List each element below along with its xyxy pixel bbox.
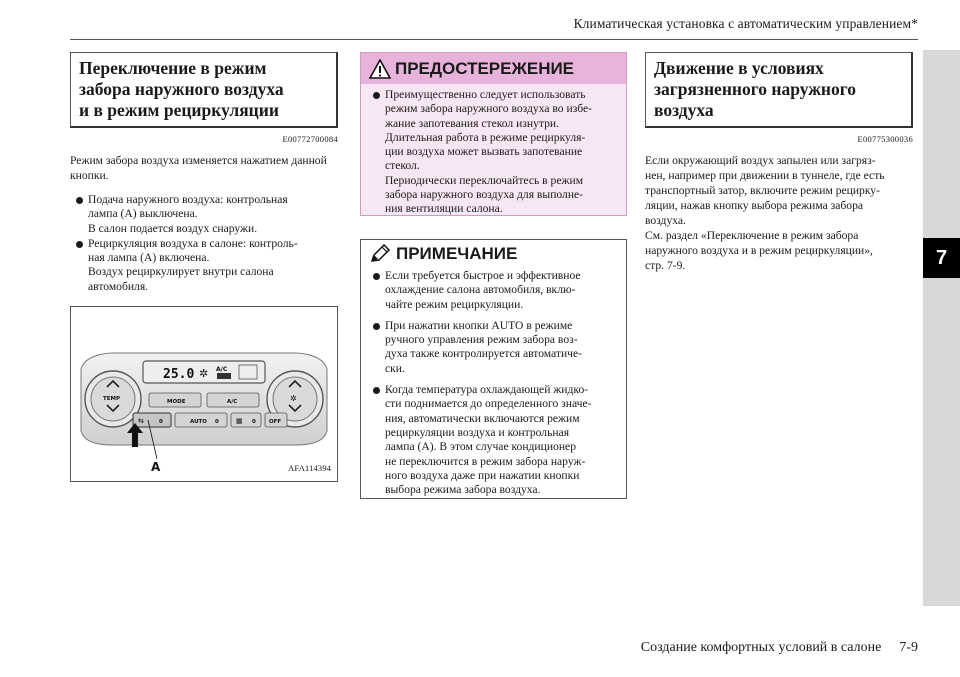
mode-label: MODE	[167, 399, 186, 405]
text-line: ручного управления режим забора воз-	[385, 333, 578, 347]
warning-header	[361, 53, 626, 84]
text-line: Рециркуляция воздуха в салоне: контроль-	[88, 236, 298, 250]
heading-line: Переключение в режим	[79, 58, 267, 78]
recirculation-lamp: 0	[159, 419, 163, 425]
text-line: воздуха.	[645, 214, 686, 227]
text-line: ния вентиляции салона.	[385, 202, 503, 216]
bullet-icon	[76, 241, 83, 248]
text-line: Длительная работа в режиме рециркуля-	[385, 130, 586, 144]
chapter-number-tab[interactable]: 7	[923, 238, 960, 278]
list-item	[76, 193, 338, 236]
right-column	[645, 52, 913, 283]
page-footer	[641, 640, 918, 656]
warning-box	[360, 52, 627, 216]
text-line: сти поднимается до определенного значе-	[385, 397, 592, 411]
recirculation-car-icon: ⇆	[138, 417, 144, 425]
text-line: чайте режим рециркуляции.	[385, 297, 524, 311]
text-line: Воздух рециркулирует внутри салона	[88, 265, 274, 279]
note-body	[361, 268, 626, 497]
warning-body	[361, 84, 626, 217]
pencil-icon	[369, 244, 391, 264]
mode-bullets	[76, 193, 338, 294]
text-line: ного воздуха даже при нажатии кнопки	[385, 468, 580, 482]
defrost-icon: ▦	[236, 417, 243, 425]
climate-control-panel-illustration	[71, 307, 337, 481]
page-reference-link[interactable]: стр. 7-9.	[645, 259, 686, 272]
text-line: Если требуется быстрое и эффективное	[385, 269, 581, 282]
text-line: лампа (A). В этом случае кондиционер	[385, 440, 576, 454]
text-line: Периодически переключайтесь в режим	[385, 173, 584, 187]
text-line: охлаждение салона автомобиля, вклю-	[385, 283, 576, 297]
footer-section-title: Создание комфортных условий в салоне	[640, 640, 882, 655]
list-item	[76, 237, 338, 294]
note-header	[361, 240, 626, 268]
running-header: Климатическая установка с автоматическим управлением*	[573, 16, 918, 31]
text-line: ски.	[385, 361, 405, 375]
auto-label: AUTO	[190, 419, 207, 425]
text-line: Если окружающий воздух запылен или загряз-	[645, 154, 876, 167]
heading-line: воздуха	[654, 100, 714, 120]
text-line: забора наружного воздуха для выполне-	[385, 188, 584, 202]
text-line: наружного воздуха и в режим рециркуляции»,	[645, 244, 873, 257]
polluted-air-paragraph	[645, 153, 913, 273]
text-line: выбора режима забора воздуха.	[385, 483, 541, 497]
warning-title: ПРЕДОСТЕРЕЖЕНИЕ	[395, 58, 575, 78]
text-line: Подача наружного воздуха: контрольная	[88, 193, 288, 206]
text-line: не переключится в режим забора наруж-	[385, 454, 586, 468]
text-line: рециркуляции воздуха и контрольная	[385, 425, 570, 439]
defrost-lamp: 0	[252, 419, 256, 425]
text-line: духа также контролируется автоматиче-	[385, 347, 583, 361]
heading-line: забора наружного воздуха	[79, 79, 284, 99]
list-item	[373, 383, 618, 497]
warning-triangle-icon	[369, 59, 391, 79]
section-code: E00772700084	[282, 134, 338, 144]
text-line: жание запотевания стекол изнутри.	[385, 116, 559, 130]
bullet-icon	[373, 92, 380, 99]
heading-line: и в режим рециркуляции	[79, 100, 279, 120]
fan-small-icon: ✲	[290, 394, 297, 403]
display-temperature: 25.0	[163, 367, 195, 382]
auto-lamp: 0	[215, 419, 219, 425]
bullet-icon	[373, 387, 380, 394]
section-heading-recirculation	[70, 52, 338, 128]
note-title: ПРИМЕЧАНИЕ	[396, 244, 518, 263]
text-line: лампа (A) выключена.	[88, 207, 198, 221]
temp-label: TEMP	[103, 396, 121, 402]
note-box	[360, 239, 627, 499]
section-heading-polluted-air	[645, 52, 913, 128]
text-line: ния, автоматически включаются режим	[385, 411, 580, 425]
text-line: стекол.	[385, 159, 420, 173]
callout-label-a: A	[151, 460, 161, 474]
left-column	[70, 52, 338, 295]
off-label: OFF	[269, 419, 282, 425]
text-line: автомобиля.	[88, 279, 149, 293]
text-line: При нажатии кнопки AUTO в режиме	[385, 318, 573, 332]
display-ac-indicator: A/C	[216, 366, 228, 373]
text-line: ляции, нажав кнопку выбора режима забора	[645, 199, 864, 212]
text-line: В салон подается воздух снаружи.	[88, 221, 258, 235]
text-line: Когда температура охлаждающей жидко-	[385, 383, 589, 397]
intro-paragraph: Режим забора воздуха изменяется нажатием данной кнопки.	[70, 154, 327, 182]
side-tab	[923, 50, 960, 606]
text-line: режим забора наружного воздуха во избе-	[385, 102, 593, 116]
bullet-icon	[76, 197, 83, 204]
ac-label: A/C	[227, 399, 238, 405]
bullet-icon	[373, 273, 380, 280]
text-line: нен, например при движении в туннеле, где есть	[645, 169, 885, 182]
figure-code: AFA114394	[287, 463, 331, 473]
text-line: транспортный затор, включите режим рецирку-	[645, 184, 880, 197]
heading-line: загрязненного наружного	[654, 79, 857, 99]
text-line: См. раздел «Переключение в режим забора	[645, 229, 859, 242]
list-item	[373, 319, 618, 376]
heading-line: Движение в условиях	[654, 58, 824, 78]
text-line: Преимущественно следует использовать	[385, 88, 586, 101]
bullet-icon	[373, 323, 380, 330]
text-line: ная лампа (A) включена.	[88, 251, 210, 265]
list-item	[373, 269, 618, 312]
fan-level-bars	[217, 373, 231, 379]
fan-icon: ✲	[199, 367, 209, 380]
page-number: 7-9	[899, 640, 918, 655]
list-item	[373, 88, 618, 217]
header-rule	[70, 39, 918, 40]
text-line: ции воздуха может вызвать запотевание	[385, 145, 583, 159]
section-code: E00775300036	[857, 134, 913, 144]
climate-panel-figure	[70, 306, 338, 482]
